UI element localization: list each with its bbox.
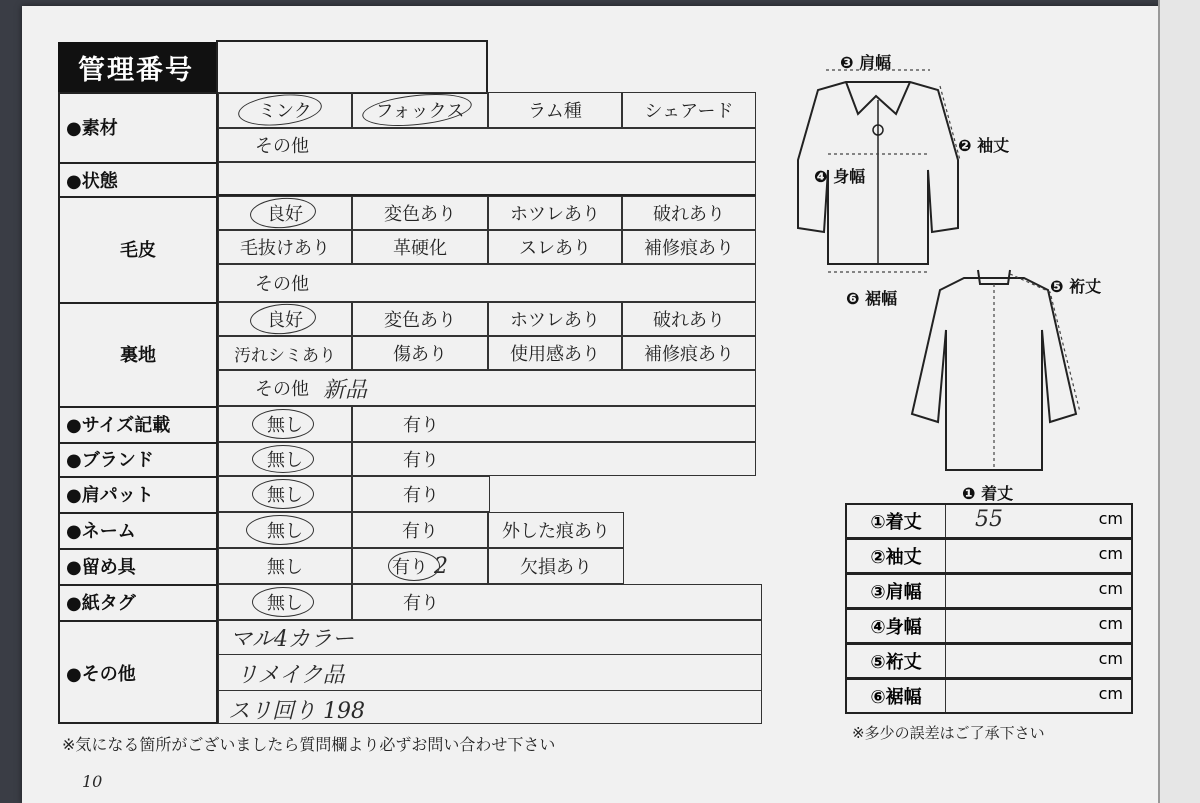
page-mark: 10 (82, 772, 103, 791)
fur-repair: 補修痕あり (622, 230, 756, 264)
paper-tag-label: ●紙タグ (66, 593, 136, 614)
tolerance-note: ※多少の誤差はご了承下さい (852, 724, 1045, 742)
brand-no: 無し (218, 442, 352, 476)
selection-circle (252, 409, 314, 439)
others-line-1: マル4カラー (230, 627, 354, 652)
measurement-unit: cm (1098, 544, 1123, 563)
measurement-value-handwritten: 55 (975, 507, 1003, 532)
material-option-lamb: ラム種 (488, 92, 622, 128)
size-tag-label: ●サイズ記載 (66, 415, 171, 436)
lining-worn: 使用感あり (488, 336, 622, 370)
selection-circle (252, 479, 314, 509)
raglan-label: ❺ 裄丈 (1050, 277, 1102, 296)
divider (218, 690, 762, 691)
fur-other: その他 (218, 264, 756, 302)
measurement-label: ⑤裄丈 (847, 645, 946, 677)
selection-circle (246, 515, 314, 545)
divider (218, 654, 762, 655)
material-option-fox: フォックス (352, 92, 488, 128)
measurement-row-shoulder (845, 573, 1133, 609)
size-tag-yes: 有り (352, 406, 756, 442)
material-label: ●素材 (66, 118, 118, 139)
hem-width-label: ❻ 裾幅 (846, 289, 898, 308)
measurement-label: ④身幅 (847, 610, 946, 642)
management-number-field (216, 40, 488, 94)
fur-scuff: スレあり (488, 230, 622, 264)
fastener-missing: 欠損あり (488, 548, 624, 584)
measurement-unit: cm (1098, 649, 1123, 668)
shoulder-pad-yes: 有り (352, 476, 490, 512)
selection-circle (388, 551, 440, 581)
fastener-count-handwritten: 2 (434, 553, 448, 579)
name-removed-mark: 外した痕あり (488, 512, 624, 548)
divider (58, 512, 218, 514)
selection-circle (252, 587, 314, 617)
measurement-row-sleeve (845, 538, 1133, 574)
lining-other (218, 370, 756, 406)
lining-repair: 補修痕あり (622, 336, 756, 370)
lining-stain: 汚れシミあり (218, 336, 352, 370)
shoulder-pad-no: 無し (218, 476, 352, 512)
brand-label: ●ブランド (66, 450, 154, 471)
others-line-2: リメイク品 (236, 663, 345, 688)
selection-circle (252, 445, 314, 473)
measurement-unit: cm (1098, 614, 1123, 633)
lining-fray: ホツレあり (488, 302, 622, 336)
divider (58, 162, 218, 164)
lining-tear: 破れあり (622, 302, 756, 336)
fastener-no: 無し (218, 548, 352, 584)
shoulder-pad-label: ●肩パット (66, 485, 154, 506)
condition-row (218, 162, 756, 196)
measurement-label: ③肩幅 (847, 575, 946, 607)
lining-good: 良好 (218, 302, 352, 336)
size-tag-no: 無し (218, 406, 352, 442)
brand-yes: 有り (352, 442, 756, 476)
measurement-row-hem (845, 678, 1133, 714)
divider (58, 406, 218, 408)
measurement-row-raglan (845, 643, 1133, 679)
others-label: ●その他 (66, 664, 136, 685)
measurement-label: ①着丈 (847, 505, 946, 537)
lining-discolor: 変色あり (352, 302, 488, 336)
measurement-row-body-width (845, 608, 1133, 644)
lining-other-label: その他 (255, 379, 309, 400)
measurement-label: ⑥裾幅 (847, 680, 946, 712)
paper-tag-yes: 有り (352, 584, 762, 620)
divider (58, 584, 218, 586)
fastener-label: ●留め具 (66, 557, 136, 578)
name-yes: 有り (352, 512, 488, 548)
material-option-sheared: シェアード (622, 92, 756, 128)
background-sheet-edge (1158, 0, 1200, 803)
lining-label: 裏地 (120, 345, 156, 366)
fur-tear: 破れあり (622, 196, 756, 230)
length-label: ❶ 着丈 (962, 484, 1014, 503)
lining-other-handwritten: 新品 (323, 377, 368, 403)
measurement-row-length (845, 503, 1133, 539)
name-label: ●ネーム (66, 521, 136, 542)
measurement-unit: cm (1098, 684, 1123, 703)
divider (58, 302, 218, 304)
divider (58, 620, 218, 622)
condition-label: ●状態 (66, 171, 118, 192)
footer-note: ※気になる箇所がございましたら質問欄より必ずお問い合わせ下さい (62, 735, 556, 754)
fur-label: 毛皮 (120, 240, 156, 261)
paper-tag-no: 無し (218, 584, 352, 620)
divider (58, 476, 218, 478)
lining-scratch: 傷あり (352, 336, 488, 370)
fastener-yes-label: 有り (392, 557, 428, 578)
measurement-label: ②袖丈 (847, 540, 946, 572)
body-width-label: ❹ 身幅 (814, 167, 866, 186)
name-no: 無し (218, 512, 352, 548)
measurement-unit: cm (1098, 509, 1123, 528)
fur-shedding: 毛抜けあり (218, 230, 352, 264)
management-number-label: 管理番号 (58, 42, 218, 92)
fur-good: 良好 (218, 196, 352, 230)
divider (58, 196, 218, 198)
material-other: その他 (218, 128, 756, 162)
fur-hardened: 革硬化 (352, 230, 488, 264)
fur-discolor: 変色あり (352, 196, 488, 230)
material-option-mink: ミンク (218, 92, 352, 128)
sleeve-length-label: ❷ 袖丈 (958, 136, 1010, 155)
fur-fray: ホツレあり (488, 196, 622, 230)
shoulder-width-label: ❸ 肩幅 (840, 53, 892, 72)
divider (58, 548, 218, 550)
others-line-3: スリ回り 198 (228, 699, 365, 724)
measurement-unit: cm (1098, 579, 1123, 598)
